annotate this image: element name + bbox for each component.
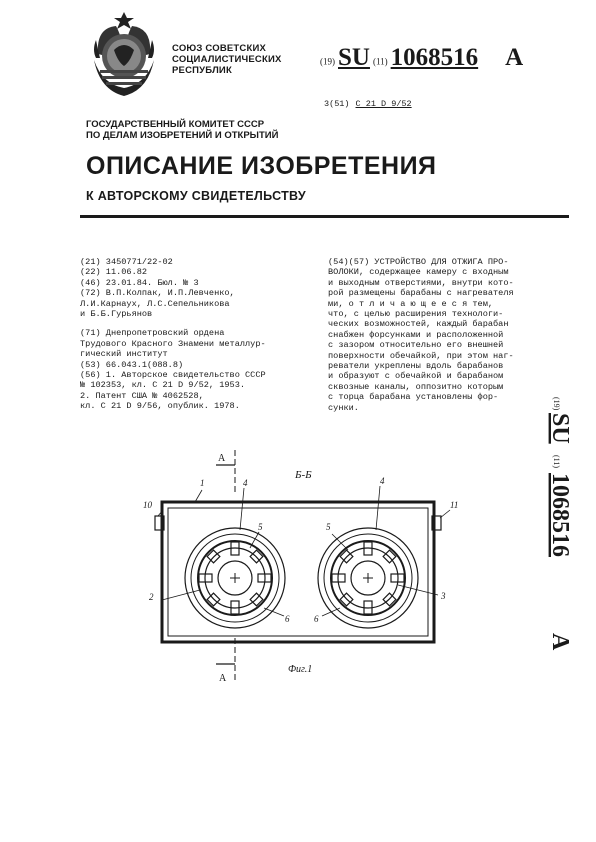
bib-line: 2. Патент США № 4062528, <box>80 390 204 401</box>
claim-line: рой размещены барабаны с нагревателя <box>328 288 514 299</box>
header-divider <box>80 215 569 218</box>
part-label-6a: 6 <box>285 614 290 624</box>
technical-drawing <box>140 450 470 682</box>
claim-line: сквозные каналы, оппозитно которым <box>328 381 504 392</box>
bib-line: (46) 23.01.84. Бюл. № 3 <box>80 277 199 288</box>
committee-name <box>86 119 278 141</box>
country-code: SU <box>338 44 370 71</box>
document-subtitle: К АВТОРСКОМУ СВИДЕТЕЛЬСТВУ <box>86 189 306 203</box>
claim-line: ми, о т л и ч а ю щ е е с я тем, <box>328 298 494 309</box>
part-label-4b: 4 <box>380 476 385 486</box>
section-label-bottom: А <box>219 673 227 682</box>
bib-line: гический институт <box>80 349 168 360</box>
claim-line: снабжен форсунками и расположенной <box>328 329 504 340</box>
kind-code: A <box>505 44 524 71</box>
side-stamp <box>545 395 575 665</box>
figure-caption: Фиг.1 <box>288 664 313 675</box>
claim-line: с зазором относительно его внешней <box>328 340 504 351</box>
side-country-code: SU <box>547 413 573 444</box>
bib-line: Л.И.Карнаух, Л.С.Сепельникова <box>80 298 230 309</box>
claim-line: ВОЛОКИ, содержащее камеру с входным <box>328 267 509 278</box>
claim-line: поверхности обечайкой, при этом наг- <box>328 350 514 361</box>
side-patent-number: 1068516 <box>547 473 573 557</box>
bib-line: Трудового Красного Знамени металлур- <box>80 338 266 349</box>
claim-line: (54)(57) УСТРОЙСТВО ДЛЯ ОТЖИГА ПРО- <box>328 257 509 267</box>
bib-line: (56) 1. Авторское свидетельство СССР <box>80 370 266 381</box>
ipc-code: 3(51) <box>324 99 350 109</box>
claim-line: реватели укреплены вдоль барабанов <box>328 361 504 372</box>
claim-line: ческих возможностей, каждый барабан <box>328 319 509 330</box>
claim-line: и образуют с обечайкой и барабаном <box>328 371 504 382</box>
committee-line-1: ГОСУДАРСТВЕННЫЙ КОМИТЕТ СССР <box>86 119 265 130</box>
country-line-3: РЕСПУБЛИК <box>172 65 232 76</box>
side-code-19: (19) <box>552 397 561 411</box>
committee-line-2: ПО ДЕЛАМ ИЗОБРЕТЕНИЙ И ОТКРЫТИЙ <box>86 130 279 141</box>
ipc-value: С 21 D 9/52 <box>355 99 412 109</box>
patent-number: 1068516 <box>390 44 479 71</box>
document-title: ОПИСАНИЕ ИЗОБРЕТЕНИЯ <box>86 152 437 180</box>
claim-text <box>328 257 574 413</box>
part-label-10: 10 <box>143 500 152 510</box>
section-label-top: А <box>218 453 226 464</box>
part-label-2: 2 <box>149 592 154 602</box>
claim-line: сунки. <box>328 402 359 413</box>
bib-line: (71) Днепропетровский ордена <box>80 328 225 339</box>
code-11: (11) <box>372 56 388 67</box>
claim-line: и выходным отверстиями, внутри кото- <box>328 277 514 288</box>
part-label-4a: 4 <box>243 478 248 488</box>
drum-left <box>185 528 285 628</box>
claim-line: с торца барабана установлены фор- <box>328 392 499 403</box>
ussr-emblem-icon <box>86 10 162 102</box>
view-label: Б-Б <box>295 469 312 481</box>
drum-right <box>318 528 418 628</box>
part-label-6b: 6 <box>314 614 319 624</box>
bib-line: (21) 3450771/22-02 <box>80 257 173 267</box>
country-line-2: СОЦИАЛИСТИЧЕСКИХ <box>172 54 282 65</box>
country-line-1: СОЮЗ СОВЕТСКИХ <box>172 43 267 54</box>
claim-line: что, с целью расширения технологи- <box>328 309 504 320</box>
bib-line: кл. С 21 D 9/56, опублик. 1978. <box>80 401 240 412</box>
part-label-5a: 5 <box>258 522 263 532</box>
bib-line: № 102353, кл. С 21 D 9/52, 1953. <box>80 380 246 391</box>
bib-line: (53) 66.043.1(088.8) <box>80 359 184 370</box>
ipc-classification <box>324 99 412 109</box>
bib-line: (22) 11.06.82 <box>80 267 148 278</box>
code-19: (19) <box>320 56 335 67</box>
part-label-1: 1 <box>200 478 205 488</box>
country-name <box>172 43 282 76</box>
bibliographic-data <box>80 257 285 412</box>
bib-line: (72) В.П.Колпак, И.П.Левченко, <box>80 288 235 299</box>
part-label-5b: 5 <box>326 522 331 532</box>
part-label-3: 3 <box>441 591 446 601</box>
side-code-11: (11) <box>552 455 561 469</box>
side-kind-code: A <box>547 633 573 651</box>
part-label-11: 11 <box>450 500 459 510</box>
publication-number <box>320 44 523 72</box>
bib-line: и Б.Б.Гурьянов <box>80 309 153 320</box>
